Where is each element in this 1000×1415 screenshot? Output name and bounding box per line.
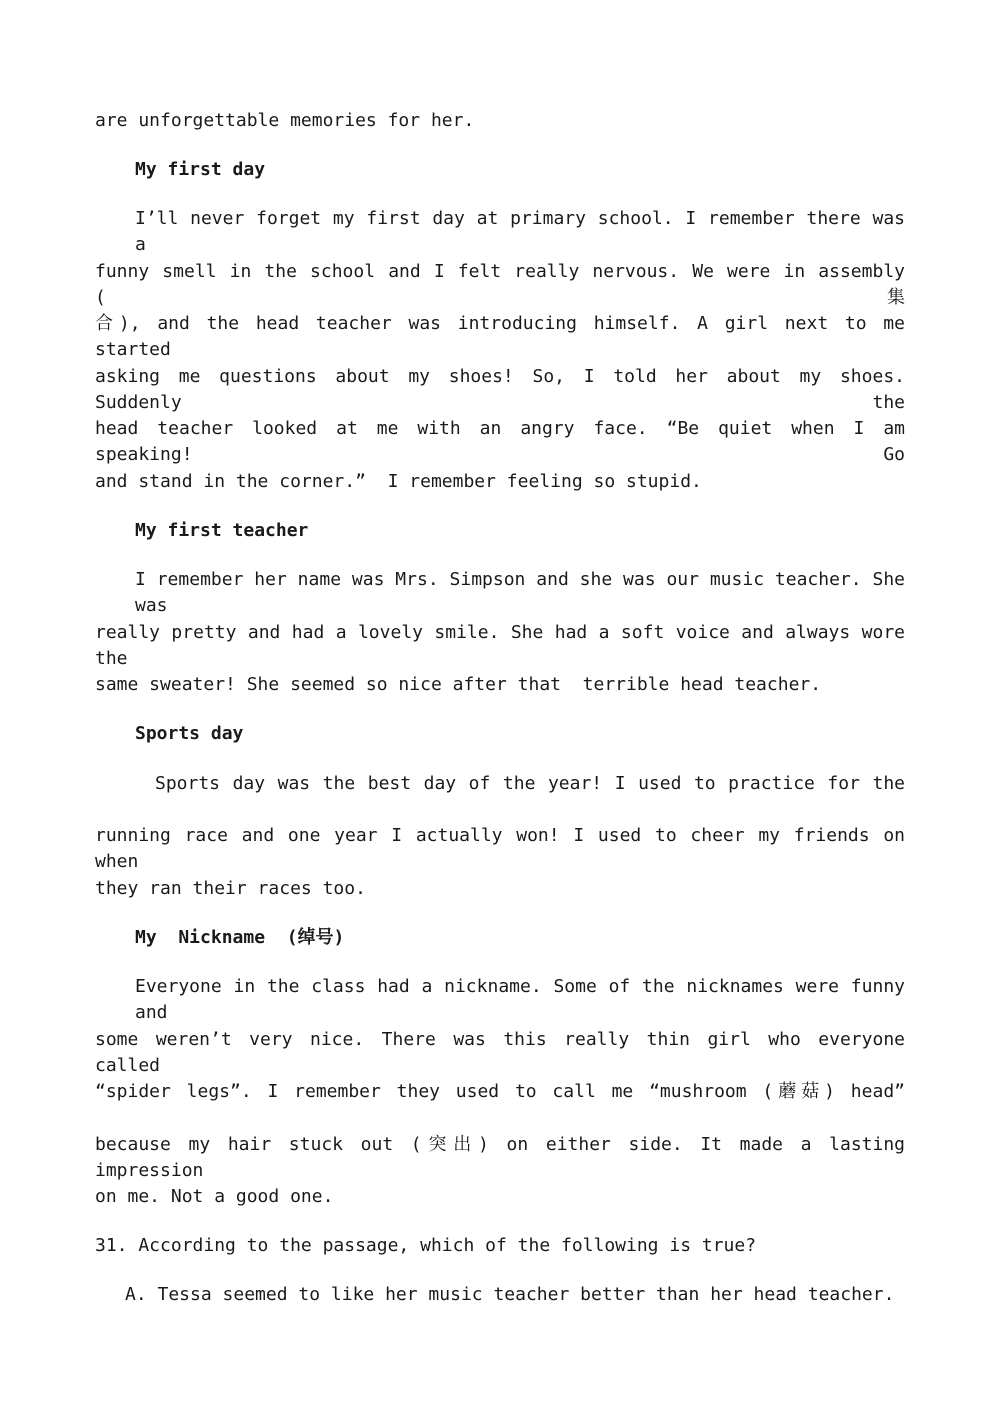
text-line: some weren’t very nice. There was this really thin girl who everyone called [95,1029,905,1076]
text-line: Sports day was the best day of the year! I used to practice for the [155,773,905,794]
text-line: on me. Not a good one. [95,1186,334,1207]
text-line: Everyone in the class had a nickname. Some of the nicknames were funny and [135,976,905,1023]
text-line: because my hair stuck out (突出) on either side. It made a lasting impression [95,1134,905,1181]
text-line: I remember her name was Mrs. Simpson and she was our music teacher. She was [135,569,905,616]
option-a: A. Tessa seemed to like her music teacher better than her head teacher. [125,1284,895,1305]
text-line: running race and one year I actually won! I used to cheer my friends on when [95,825,905,872]
text-line: asking me questions about my shoes! So, I told her about my shoes. Suddenly the [95,366,905,413]
text-line: head teacher looked at me with an angry face. “Be quiet when I am speaking! Go [95,418,905,465]
section-heading-first-teacher: My first teacher [135,520,309,541]
text-line: really pretty and had a lovely smile. She had a soft voice and always wore the [95,622,905,669]
text-line: funny smell in the school and I felt really nervous. We were in assembly (集 [95,261,905,308]
section-heading-nickname: My Nickname (绰号) [135,927,345,948]
text-line: “spider legs”. I remember they used to call me “mushroom (蘑菇) head” [95,1081,905,1102]
text-line: I’ll never forget my first day at primary school. I remember there was a [135,208,905,255]
text-line: they ran their races too. [95,878,366,899]
text-line: and stand in the corner.” I remember feeling so stupid. [95,471,702,492]
section-heading-sports-day: Sports day [135,723,244,744]
section-heading-first-day: My first day [135,159,266,180]
question-31: 31. According to the passage, which of the following is true? [95,1235,757,1256]
text-line: 合), and the head teacher was introducing himself. A girl next to me started [95,313,905,360]
text-line: are unforgettable memories for her. [95,110,475,131]
text-line: same sweater! She seemed so nice after that terrible head teacher. [95,674,822,695]
